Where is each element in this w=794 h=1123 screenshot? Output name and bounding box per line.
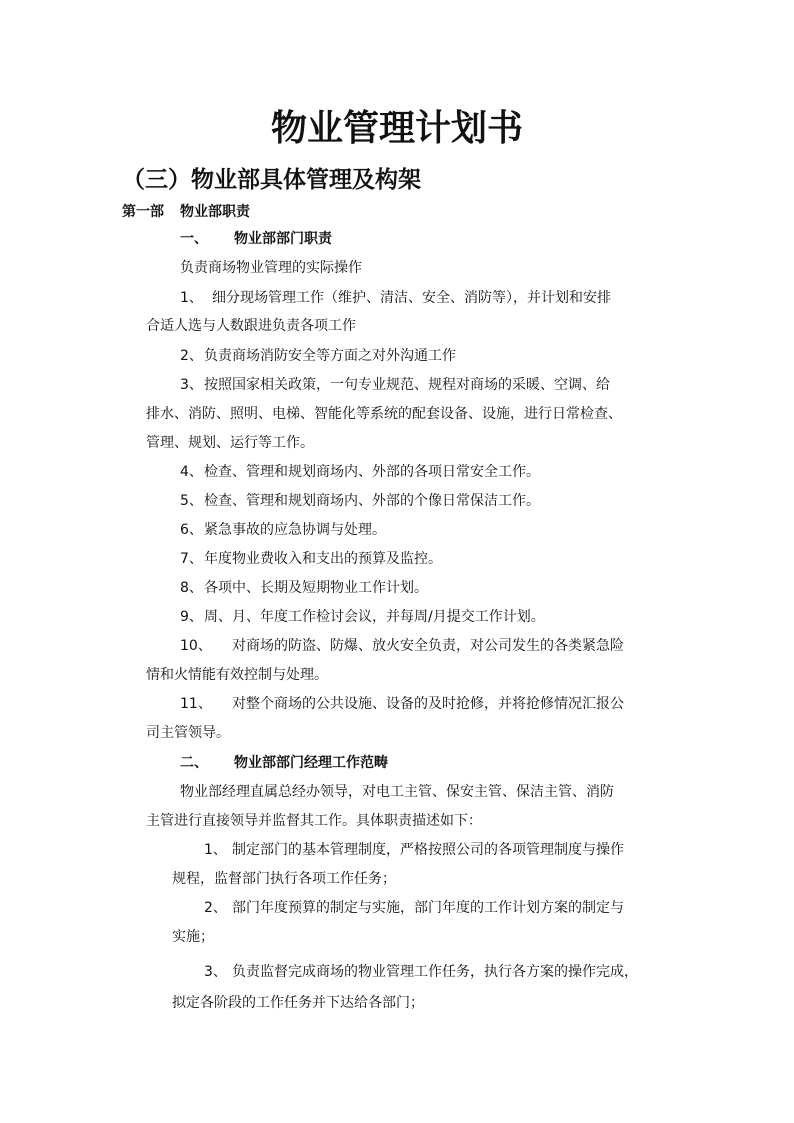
list-item bbox=[204, 840, 624, 860]
list-item-continuation: 管理、规划、运行等工作。 bbox=[146, 435, 314, 451]
list-item-continuation: 排水、消防、照明、电梯、智能化等系统的配套设备、设施，进行日常检查、 bbox=[146, 406, 622, 422]
list-item bbox=[180, 462, 540, 482]
list-item-text: 对整个商场的公共设施、设备的及时抢修，并将抢修情况汇报公 bbox=[232, 696, 624, 712]
section2-number: 二、 bbox=[180, 755, 208, 771]
list-item-text: 按照国家相关政策，一句专业规范、规程对商场的采暖、空调、给 bbox=[204, 377, 610, 393]
list-item bbox=[180, 578, 428, 598]
section2-title: 物业部部门经理工作范畴 bbox=[234, 755, 388, 771]
list-item bbox=[204, 962, 638, 982]
list-item-text: 周、月、年度工作检讨会议，并每周/月提交工作计划。 bbox=[204, 609, 545, 625]
section1-number: 一、 bbox=[180, 231, 208, 247]
list-item-text: 各项中、长期及短期物业工作计划。 bbox=[204, 580, 428, 596]
list-item-number: 11、 bbox=[180, 696, 212, 712]
list-item-number: 4、 bbox=[180, 464, 203, 480]
list-item bbox=[180, 694, 624, 714]
document-title: 物业管理计划书 bbox=[270, 108, 523, 149]
list-item bbox=[180, 346, 456, 366]
chapter-heading: （三）物业部具体管理及构架 bbox=[122, 167, 421, 193]
list-item-continuation: 实施； bbox=[172, 929, 214, 945]
list-item bbox=[180, 607, 545, 627]
list-item-number: 2、 bbox=[204, 900, 227, 916]
list-item-continuation: 司主管领导。 bbox=[146, 725, 230, 741]
list-item-continuation: 拟定各阶段的工作任务并下达给各部门； bbox=[172, 995, 424, 1011]
section1-title: 物业部部门职责 bbox=[234, 231, 332, 247]
list-item-number: 6、 bbox=[180, 522, 203, 538]
list-item bbox=[180, 549, 442, 569]
section2-heading bbox=[180, 753, 388, 773]
list-item-text: 负责监督完成商场的物业管理工作任务，执行各方案的操作完成， bbox=[232, 964, 638, 980]
list-item-number: 3、 bbox=[204, 964, 227, 980]
list-item bbox=[180, 520, 386, 540]
list-item-text: 紧急事故的应急协调与处理。 bbox=[204, 522, 386, 538]
list-item-text: 年度物业费收入和支出的预算及监控。 bbox=[204, 551, 442, 567]
list-item-number: 9、 bbox=[180, 609, 203, 625]
list-item-number: 2、 bbox=[180, 348, 203, 364]
section2-intro: 物业部经理直属总经办领导，对电工主管、保安主管、保洁主管、消防 bbox=[180, 784, 614, 800]
list-item-number: 10、 bbox=[180, 638, 212, 654]
list-item-continuation: 情和火情能有效控制与处理。 bbox=[146, 667, 328, 683]
list-item-text: 对商场的防盗、防爆、放火安全负责，对公司发生的各类紧急险 bbox=[232, 638, 624, 654]
list-item-text: 检查、管理和规划商场内、外部的个像日常保洁工作。 bbox=[204, 493, 540, 509]
section2-intro-continuation: 主管进行直接领导并监督其工作。具体职责描述如下： bbox=[146, 813, 482, 829]
list-item-number: 3、 bbox=[180, 377, 203, 393]
list-item-text: 部门年度预算的制定与实施，部门年度的工作计划方案的制定与 bbox=[232, 900, 624, 916]
part-label: 第一部 bbox=[122, 204, 164, 220]
list-item-number: 5、 bbox=[180, 493, 203, 509]
list-item bbox=[204, 898, 624, 918]
list-item-continuation: 合适人选与人数跟进负责各项工作 bbox=[146, 318, 356, 334]
list-item-number: 1、 bbox=[180, 290, 203, 306]
section1-heading bbox=[180, 229, 332, 249]
list-item bbox=[180, 491, 540, 511]
list-item-number: 1、 bbox=[204, 842, 227, 858]
list-item-text: 制定部门的基本管理制度，严格按照公司的各项管理制度与操作 bbox=[232, 842, 624, 858]
section1-intro: 负责商场物业管理的实际操作 bbox=[180, 260, 362, 276]
list-item-text: 检查、管理和规划商场内、外部的各项日常安全工作。 bbox=[204, 464, 540, 480]
list-item-number: 8、 bbox=[180, 580, 203, 596]
part-name: 物业部职责 bbox=[180, 204, 250, 220]
part-heading bbox=[122, 202, 250, 222]
list-item bbox=[180, 375, 610, 395]
list-item-text: 细分现场管理工作（维护、清洁、安全、消防等），并计划和安排 bbox=[212, 290, 611, 306]
list-item bbox=[180, 288, 611, 308]
list-item-text: 负责商场消防安全等方面之对外沟通工作 bbox=[204, 348, 456, 364]
list-item bbox=[180, 636, 624, 656]
list-item-continuation: 规程，监督部门执行各项工作任务； bbox=[172, 871, 396, 887]
list-item-number: 7、 bbox=[180, 551, 203, 567]
